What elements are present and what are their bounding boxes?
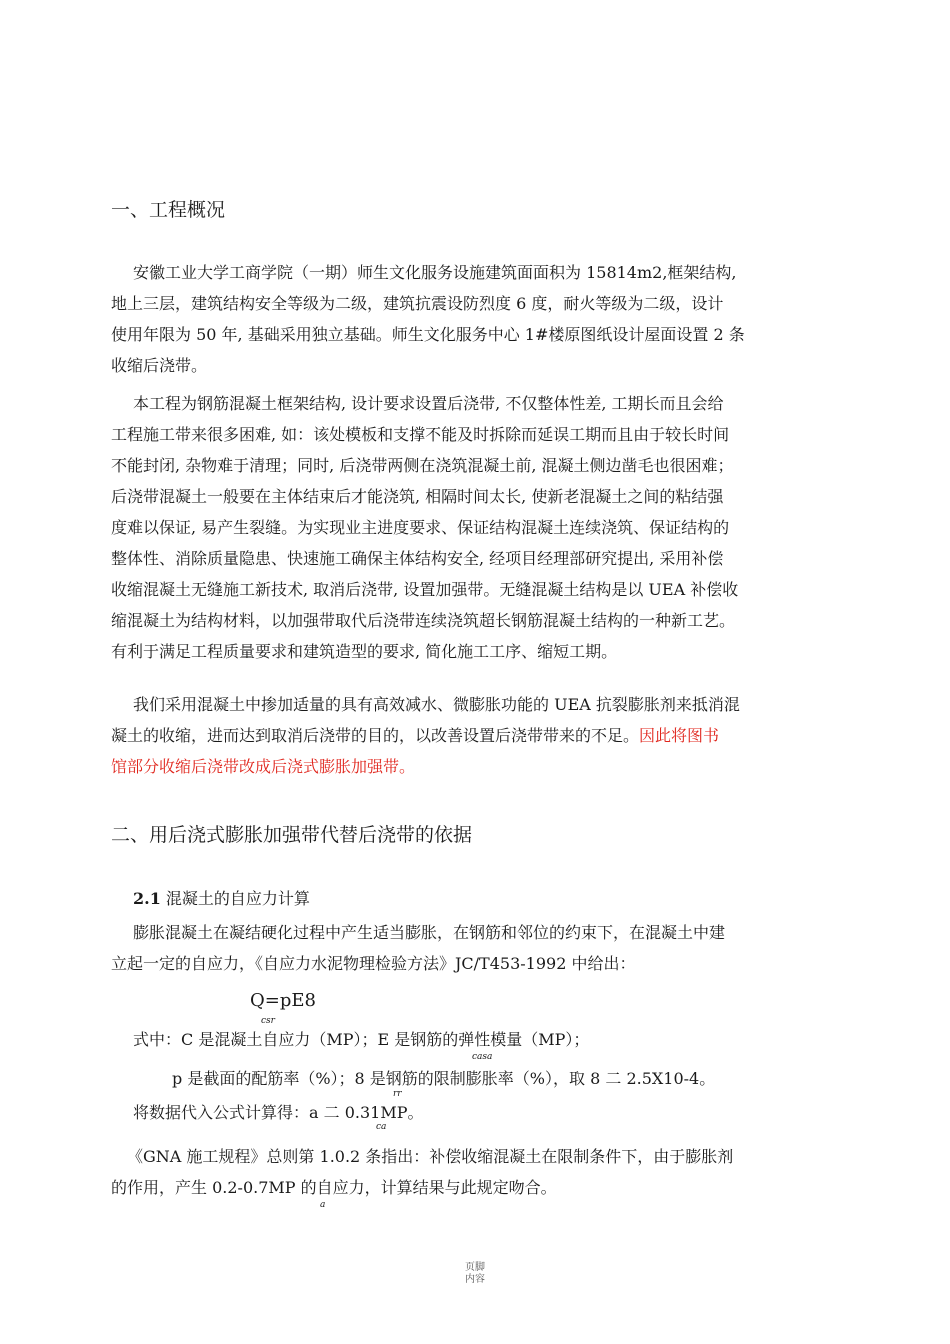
section-heading-2: 二、用后浇式膨胀加强带代替后浇带的依据 <box>111 824 473 846</box>
text-line: 立起一定的自应力，《自应力水泥物理检验方法》JC/T453-1992 中给出： <box>111 954 636 973</box>
formula: Q=pE8 <box>250 990 316 1011</box>
subsection-number: 2.1 <box>133 889 161 908</box>
formula-subscript: ca <box>376 1122 387 1132</box>
formula-subscript: casa <box>472 1052 493 1062</box>
text-span: 凝土的收缩，进而达到取消后浇带的目的，以改善设置后浇带带来的不足。 <box>111 726 640 745</box>
text-line: 工程施工带来很多困难, 如：该处模板和支撑不能及时拆除而延误工期而且由于较长时间 <box>111 425 730 444</box>
text-line: 度难以保证, 易产生裂缝。为实现业主进度要求、保证结构混凝土连续浇筑、保证结构的 <box>111 518 730 537</box>
formula-subscript: a <box>320 1200 326 1210</box>
highlighted-text: 馆部分收缩后浇带改成后浇式膨胀加强带。 <box>111 757 416 776</box>
formula-subscript: csr <box>261 1016 275 1026</box>
subsection-label: 混凝土的自应力计算 <box>160 889 310 908</box>
text-line: 膨胀混凝土在凝结硬化过程中产生适当膨胀，在钢筋和邻位的约束下，在混凝土中建 <box>133 923 726 942</box>
text-line: 收缩混凝土无缝施工新技术, 取消后浇带, 设置加强带。无缝混凝土结构是以 UEA 补偿收 <box>111 580 739 599</box>
paragraph-4 <box>111 917 725 979</box>
text-line: 有利于满足工程质量要求和建筑造型的要求, 简化施工工序、缩短工期。 <box>111 642 618 661</box>
text-line: 缩混凝土为结构材料，以加强带取代后浇带连续浇筑超长钢筋混凝土结构的一种新工艺。 <box>111 611 736 630</box>
subsection-title <box>133 883 310 914</box>
calculation-line: 将数据代入公式计算得：a 二 0.31MP。 <box>133 1103 424 1122</box>
text-line: 使用年限为 50 年, 基础采用独立基础。师生文化服务中心 1#楼原图纸设计屋面设置 2 条 <box>111 325 745 344</box>
formula-where-line: 式中：C 是混凝土自应力（MP）；E 是钢筋的弹性模量（MP）； <box>133 1030 590 1049</box>
text-line <box>111 720 740 751</box>
paragraph-3 <box>111 689 740 782</box>
text-line: 整体性、消除质量隐患、快速施工确保主体结构安全, 经项目经理部研究提出, 采用补偿 <box>111 549 724 568</box>
paragraph-2 <box>111 388 738 667</box>
text-line: 收缩后浇带。 <box>111 356 208 375</box>
formula-p-line: p 是截面的配筋率（%）；8 是钢筋的限制膨胀率（%），取 8 二 2.5X10-4。 <box>172 1069 716 1088</box>
paragraph-1 <box>111 257 745 381</box>
text-line: 我们采用混凝土中掺加适量的具有高效减水、微膨胀功能的 UEA 抗裂膨胀剂来抵消混 <box>133 695 740 714</box>
text-line: 不能封闭, 杂物难于清理；同时, 后浇带两侧在浇筑混凝土前, 混凝土侧边凿毛也很困难； <box>111 456 734 475</box>
text-line: 本工程为钢筋混凝土框架结构, 设计要求设置后浇带, 不仅整体性差, 工期长而且会给 <box>133 394 724 413</box>
section-heading-1: 一、工程概况 <box>111 199 226 221</box>
text-line: 地上三层，建筑结构安全等级为二级，建筑抗震设防烈度 6 度，耐火等级为二级，设计 <box>111 294 724 313</box>
text-line: 后浇带混凝土一般要在主体结束后才能浇筑, 相隔时间太长, 使新老混凝土之间的粘结强 <box>111 487 724 506</box>
text-line: 的作用，产生 0.2-0.7MP 的自应力，计算结果与此规定吻合。 <box>111 1178 557 1197</box>
text-line: 《GNA 施工规程》总则第 1.0.2 条指出：补偿收缩混凝土在限制条件下，由于膨胀剂 <box>127 1147 734 1166</box>
footer-line: 内容 <box>465 1274 485 1285</box>
formula-subscript: rr <box>393 1089 402 1099</box>
paragraph-5 <box>111 1141 733 1203</box>
highlighted-text: 因此将图书 <box>639 726 720 745</box>
page-footer <box>455 1262 495 1286</box>
text-line: 安徽工业大学工商学院（一期）师生文化服务设施建筑面面积为 15814m2,框架结构, <box>133 263 737 282</box>
footer-line: 页脚 <box>465 1262 485 1273</box>
